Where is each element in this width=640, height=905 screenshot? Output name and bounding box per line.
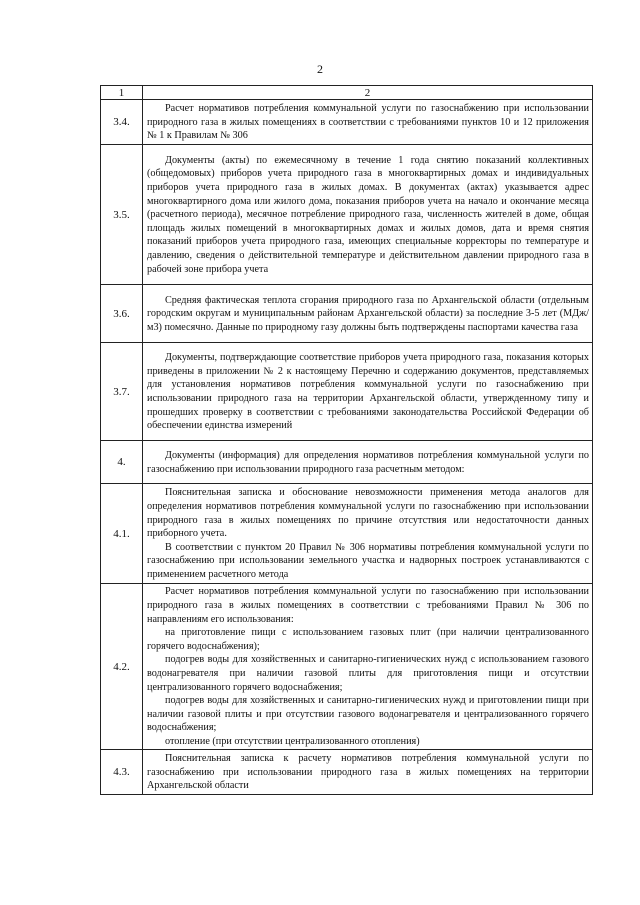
row-number: 3.5.	[101, 145, 143, 285]
row-number: 3.7.	[101, 343, 143, 441]
row-number: 3.4.	[101, 100, 143, 145]
row-paragraph: Средняя фактическая теплота сгорания природного газа по Архангельской области (отдельным городским округам и муниципальным районам Архангельской области) за последние 3-5 лет (МДж/м3) помесячно. Данные по природному газу должны быть подтверждены паспортами качества газа	[147, 294, 589, 333]
row-paragraph: подогрев воды для хозяйственных и санитарно-гигиенических нужд с использованием газового водонагревателя при наличии газовой плиты для приготовления пищи и отсутствии централизованного горячего водоснабжения;	[147, 654, 589, 693]
table-row-3-7	[101, 343, 593, 441]
row-number: 4.2.	[101, 584, 143, 750]
header-col-1: 1	[101, 86, 143, 100]
row-paragraph: Документы (акты) по ежемесячному в течение 1 года снятию показаний коллективных (общедомовых) приборов учета природного газа в многоквартирных домах и индивидуальных приборов учета природного газа в жилых домах. В документах (актах) указывается адрес многоквартирного дома или жилого дома, показания приборов учета на начало и окончание месяца (расчетного периода), месячное потребление природного газа, численность жителей в доме, общая площадь жилых помещений в многоквартирных домах и жилых домов, дата и время снятия показаний приборов учета природного газа, имеющих специальные корректоры по температуре и давлению, сведения о действительной температуре и действительном давлении природного газа в рабочей зоне прибора учета	[147, 154, 589, 275]
row-paragraph: на приготовление пищи с использованием газовых плит (при наличии централизованного горячего водоснабжения);	[147, 627, 589, 652]
table-row-3-5	[101, 145, 593, 285]
table-row-3-6	[101, 285, 593, 343]
row-text	[143, 145, 593, 285]
row-paragraph: Документы, подтверждающие соответствие приборов учета природного газа, показания которых приведены в приложении № 2 к настоящему Перечню и содержанию документов, представляемых для установления нормативов потребления коммунальной услуги по газоснабжению при использовании природного газа на территории Архангельской области, утвержденному типу и прошедших проверку в соответствии с требованиями законодательства Российской Федерации об обеспечении единства измерений	[147, 352, 589, 432]
table-row-4	[101, 441, 593, 484]
row-text	[143, 100, 593, 145]
row-text	[143, 750, 593, 795]
row-text	[143, 441, 593, 484]
row-paragraph: Расчет нормативов потребления коммунальной услуги по газоснабжению при использовании природного газа в жилых помещениях в соответствии с требованиями пунктов 10 и 12 приложения № 1 к Правилам № 306	[147, 103, 589, 142]
row-text	[143, 343, 593, 441]
table-row-4-2	[101, 584, 593, 750]
table-header-row	[101, 86, 593, 100]
header-col-2: 2	[143, 86, 593, 100]
row-text	[143, 484, 593, 584]
page-number: 2	[317, 62, 323, 76]
row-number: 4.1.	[101, 484, 143, 584]
row-paragraph: отопление (при отсутствии централизованного отопления)	[165, 735, 420, 747]
row-paragraph: Документы (информация) для определения нормативов потребления коммунальной услуги по газоснабжению при использовании природного газа расчетным методом:	[147, 449, 589, 475]
requirements-table	[100, 85, 593, 795]
row-text	[143, 584, 593, 750]
table-row-4-3	[101, 750, 593, 795]
row-paragraph: Пояснительная записка к расчету нормативов потребления коммунальной услуги по газоснабжению при использовании природного газа в жилых помещениях на территории Архангельской области	[147, 753, 589, 792]
row-text	[143, 285, 593, 343]
row-number: 4.3.	[101, 750, 143, 795]
row-paragraph: Расчет нормативов потребления коммунальной услуги по газоснабжению при использовании природного газа в жилых помещениях в соответствии с требованиями Правил № 306 по направлениям его использования:	[147, 586, 589, 625]
row-paragraph: Пояснительная записка и обоснование невозможности применения метода аналогов для определения нормативов потребления коммунальной услуги по газоснабжению при использовании природного газа в жилых помещениях по причине отсутствия или недостаточности данных приборного учета.	[147, 487, 589, 540]
table-row-3-4	[101, 100, 593, 145]
row-paragraph: В соответствии с пунктом 20 Правил № 306 нормативы потребления коммунальной услуги по газоснабжению при использовании земельного участка и надворных построек устанавливаются с применением расчетного метода	[147, 541, 589, 580]
row-number: 3.6.	[101, 285, 143, 343]
row-paragraph: подогрев воды для хозяйственных и санитарно-гигиенических нужд и приготовлении пищи при наличии газовой плиты и при отсутствии газового водонагревателя и централизованного горячего водоснабжения;	[147, 695, 589, 734]
row-number: 4.	[101, 441, 143, 484]
table-row-4-1	[101, 484, 593, 584]
